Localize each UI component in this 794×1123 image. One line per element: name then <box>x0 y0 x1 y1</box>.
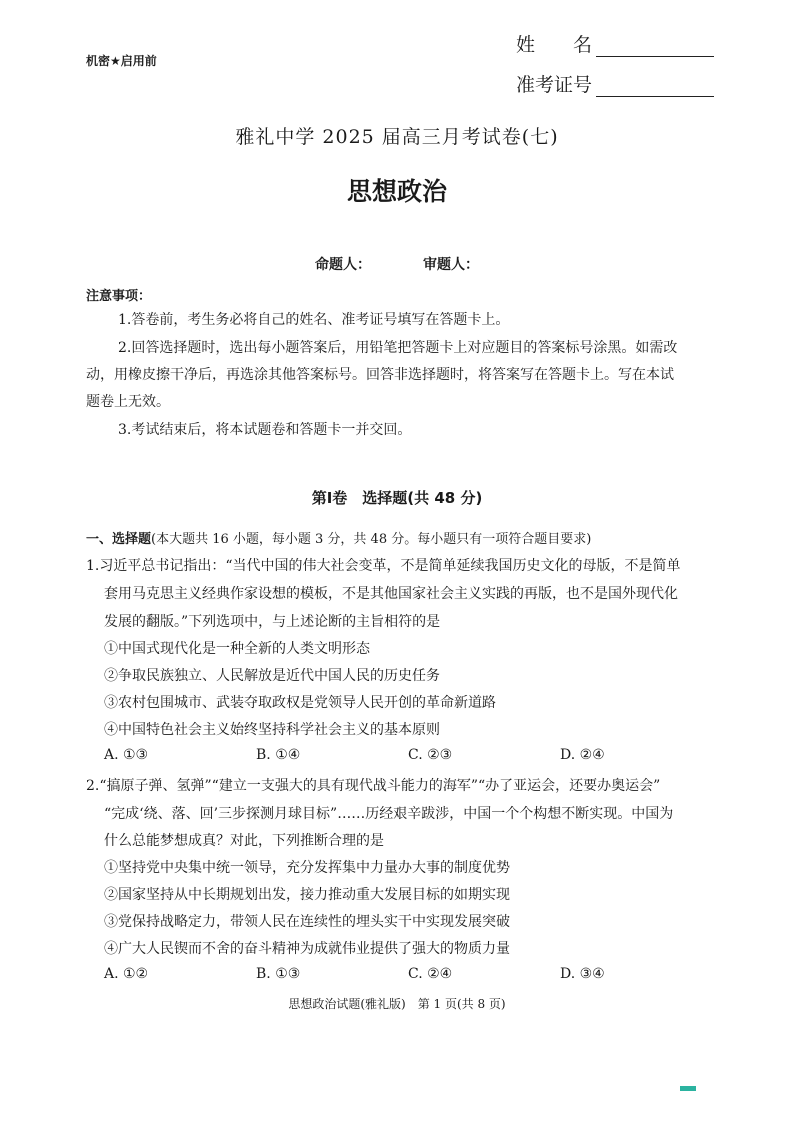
author-label: 命题人： <box>315 257 371 273</box>
q2-statement-3: ③党保持战略定力，带领人民在连续性的埋头实干中实现发展突破 <box>104 914 510 930</box>
exam-id-blank <box>596 80 714 97</box>
section-title: 第Ⅰ卷 选择题(共 48 分) <box>311 489 483 507</box>
reviewer-label: 审题人： <box>423 257 479 273</box>
note-item-3: 3.考试结束后，将本试题卷和答题卡一并交回。 <box>118 422 412 438</box>
q2-stem-line-1: 2.“搞原子弹、氢弹”“建立一支强大的具有现代战斗能力的海军”“办了亚运会，还要办奥运会” <box>86 778 661 794</box>
subject-title: 思想政治 <box>346 177 447 206</box>
name-field <box>516 30 714 57</box>
q1-stem-line-1: 1.习近平总书记指出：“当代中国的伟大社会变革，不是简单延续我国历史文化的母版，不是简单 <box>86 558 681 574</box>
corner-mark <box>680 1086 696 1091</box>
part-requirement: (本大题共 16 小题，每小题 3 分，共 48 分。每小题只有一项符合题目要求) <box>151 532 592 547</box>
exam-title: 雅礼中学 2025 届高三月考试卷(七) <box>235 126 559 148</box>
q1-statement-3: ③农村包围城市、武装夺取政权是党领导人民开创的革命新道路 <box>104 695 496 711</box>
q1-option-d: D. ②④ <box>560 747 605 763</box>
q1-statement-1: ①中国式现代化是一种全新的人类文明形态 <box>104 641 370 657</box>
q1-statement-4: ④中国特色社会主义始终坚持科学社会主义的基本原则 <box>104 722 440 738</box>
name-label: 姓 名 <box>516 34 593 56</box>
setters-line <box>0 254 794 274</box>
q2-statement-2: ②国家坚持从中长期规划出发，接力推动重大发展目标的如期实现 <box>104 887 510 903</box>
q1-stem-line-2: 套用马克思主义经典作家设想的模板，不是其他国家社会主义实践的再版，也不是国外现代化 <box>104 586 678 602</box>
q2-option-d: D. ③④ <box>560 966 605 982</box>
q1-option-b: B. ①④ <box>256 747 301 763</box>
exam-id-label: 准考证号 <box>516 74 593 96</box>
notes-heading: 注意事项： <box>86 289 152 304</box>
exam-id-field <box>516 70 714 97</box>
q2-stem-line-3: 什么总能梦想成真？对此，下列推断合理的是 <box>104 833 384 849</box>
name-blank <box>596 40 714 57</box>
note-item-1: 1.答卷前，考生务必将自己的姓名、准考证号填写在答题卡上。 <box>118 312 510 328</box>
part-heading <box>86 528 591 547</box>
q1-option-a: A. ①③ <box>104 747 149 763</box>
page-footer: 思想政治试题(雅礼版) 第 1 页(共 8 页) <box>288 997 506 1011</box>
q2-statement-1: ①坚持党中央集中统一领导，充分发挥集中力量办大事的制度优势 <box>104 860 510 876</box>
confidential-label: 机密★启用前 <box>86 54 157 68</box>
note-item-2-line-3: 题卷上无效。 <box>86 394 170 410</box>
q2-option-a: A. ①② <box>104 966 149 982</box>
q1-option-c: C. ②③ <box>408 747 453 763</box>
q2-option-b: B. ①③ <box>256 966 301 982</box>
q2-stem-line-2: “完成‘绕、落、回’三步探测月球目标”……历经艰辛跋涉，中国一个个构想不断实现。中国为 <box>104 806 674 822</box>
note-item-2-line-2: 动，用橡皮擦干净后，再选涂其他答案标号。回答非选择题时，将答案写在答题卡上。写在本试 <box>86 367 674 383</box>
note-item-2-line-1: 2.回答选择题时，选出每小题答案后，用铅笔把答题卡上对应题目的答案标号涂黑。如需改 <box>118 340 678 356</box>
part-heading-label: 一、选择题 <box>86 532 152 547</box>
q2-statement-4: ④广大人民锲而不舍的奋斗精神为成就伟业提供了强大的物质力量 <box>104 941 510 957</box>
q1-statement-2: ②争取民族独立、人民解放是近代中国人民的历史任务 <box>104 668 440 684</box>
q2-option-c: C. ②④ <box>408 966 453 982</box>
q1-stem-line-3: 发展的翻版。”下列选项中，与上述论断的主旨相符的是 <box>104 614 441 630</box>
